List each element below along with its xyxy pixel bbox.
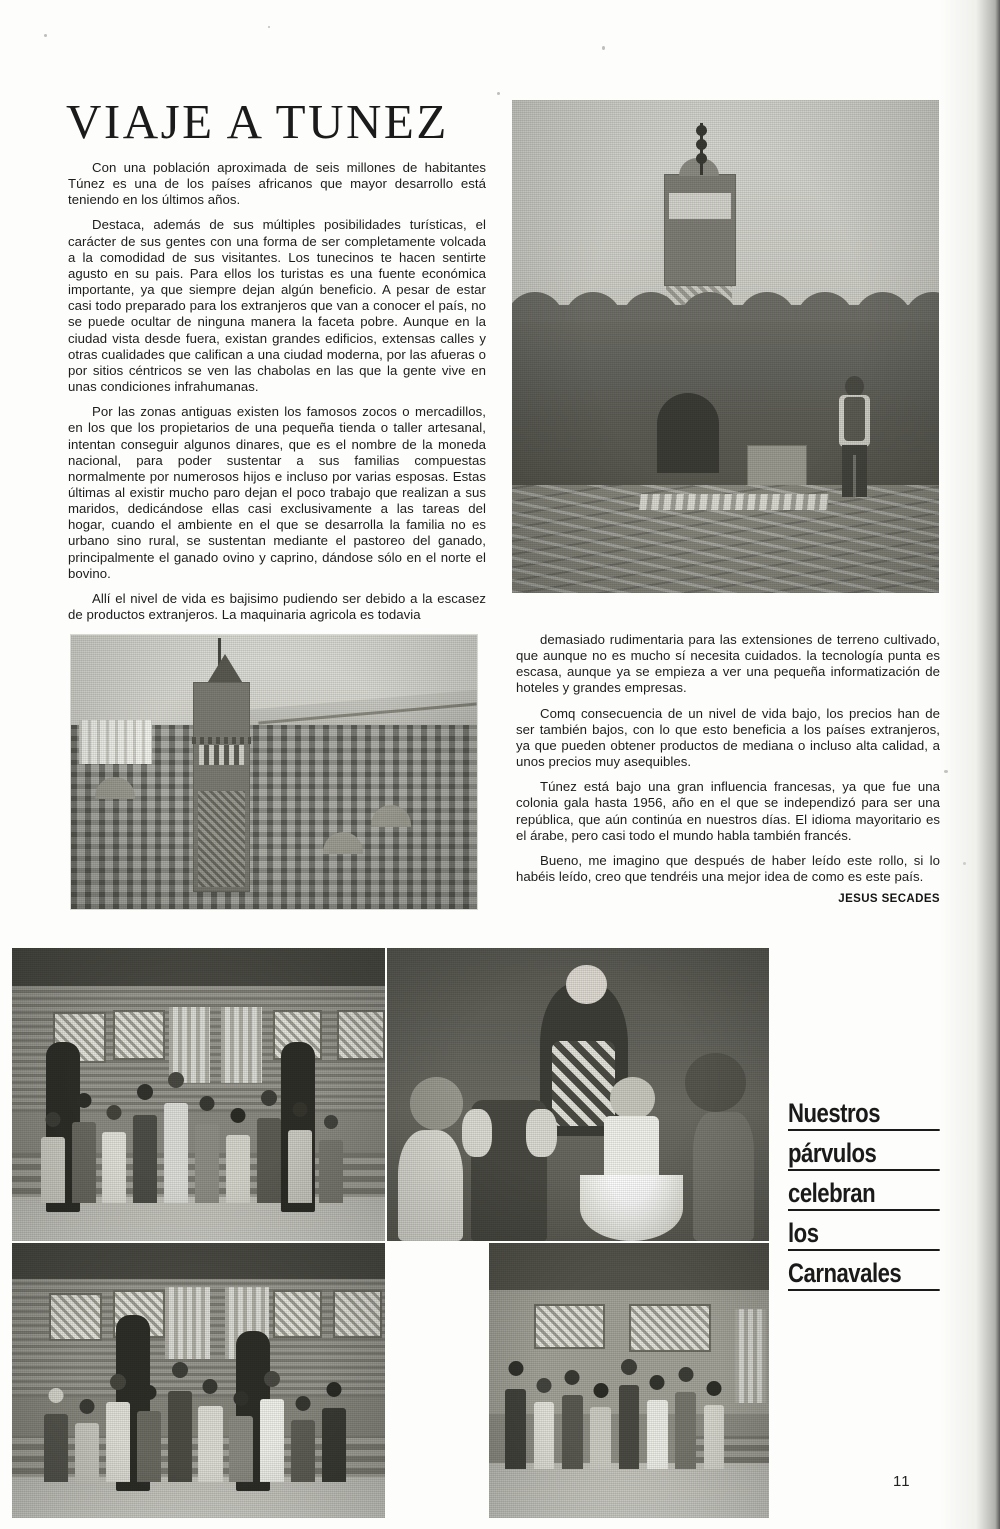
costumed-child <box>102 1105 126 1203</box>
costumed-child <box>319 1115 343 1203</box>
costumed-child <box>291 1396 315 1482</box>
costumed-child <box>288 1102 312 1203</box>
costumed-child <box>198 1379 222 1482</box>
scan-speck <box>497 92 500 95</box>
headline-line: Nuestros <box>788 1098 913 1131</box>
zitouna-minaret <box>193 682 250 892</box>
paragraph: Allí el nivel de vida es bajisimo pudiendo ser debido a la escasez de productos extranjeros. La maquinaria agricola es todavia <box>68 590 486 623</box>
costumed-child <box>562 1370 583 1469</box>
costumed-child <box>619 1359 640 1469</box>
ballerina-child <box>582 1077 681 1241</box>
scan-speck <box>944 770 948 773</box>
costumed-child <box>75 1399 99 1482</box>
paragraph: Con una población aproximada de seis millones de habitantes Túnez es una de los países africanos que mayor desarrollo está teniendo en los últimos años. <box>68 160 486 208</box>
photo-tunis-medina <box>70 634 478 910</box>
pavement <box>12 1477 385 1518</box>
headline-line: los <box>788 1218 913 1251</box>
costumed-child <box>164 1072 188 1203</box>
costumed-child <box>106 1374 130 1483</box>
minaret-arcade <box>199 745 244 765</box>
spire-finial <box>696 125 707 136</box>
boy-legs <box>842 445 867 497</box>
paragraph: Túnez está bajo una gran influencia francesas, ya que fue una colonia gala hasta 1956, año en el que se independizó para ser una república, que aún continúa en nuestros días. El idioma mayoritario es el árabe, pero casi todo el mundo habla también francés. <box>516 779 940 843</box>
standing-boy <box>837 376 871 506</box>
headline-line: Carnavales <box>788 1258 913 1291</box>
scan-edge-shadow <box>940 0 1000 1529</box>
costumed-child <box>195 1096 219 1203</box>
minaret-merlons <box>192 737 251 744</box>
scan-speck <box>44 34 47 37</box>
scan-speck <box>963 862 966 865</box>
costumed-children-group <box>500 1331 758 1469</box>
carnival-headline <box>788 1098 940 1298</box>
barred-window <box>333 1290 382 1338</box>
costumed-child <box>133 1084 157 1203</box>
roof-eaves <box>12 1243 385 1279</box>
paragraph: Destaca, además de sus múltiples posibilidades turísticas, el carácter de sus gentes con una forma de ser completamente volcada a la comodidad de sus visitantes. Los tunecinos te hacen sentirte agusto en su pais. Para ellos los turistas es una fuente económica importante, ya que siempre dejan algún beneficio. A pesar de estar casi todo preparado para los extranjeros que van a conocer el país, no se puede ocultar de ninguna manera la faceta pobre. Aunque en la ciudad vista desde fuera, existan grandes edificios, extensas calles y otras cualidades que califican a una ciudad moderna, por las afueras o por sitios céntricos se ven las chabolas en las que la gente vive en unas condiciones infrahumanas. <box>68 217 486 395</box>
roof-eaves <box>12 948 385 986</box>
page-number: 11 <box>893 1473 911 1490</box>
barred-window <box>49 1293 101 1341</box>
paragraph: Bueno, me imagino que después de haber leído este rollo, si lo habéis leído, creo que tendréis una mejor idea de como es este país. <box>516 852 940 885</box>
article-byline: JESUS SECADES <box>838 893 940 905</box>
article-body-right-column <box>516 632 940 885</box>
paragraph: Comq consecuencia de un nivel de vida bajo, los precios han de ser también bajos, con lo que esto beneficia a los países extranjeros, ya que pueden obtener productos de mediana o incluso alta calidad, a unos precios muy asequibles. <box>516 705 940 770</box>
costume-sleeve <box>462 1109 493 1157</box>
costumed-child <box>322 1382 346 1482</box>
costumed-child <box>137 1385 161 1482</box>
costumed-child <box>693 1112 754 1241</box>
costumed-child <box>72 1093 96 1203</box>
courtyard-ground <box>489 1463 769 1518</box>
costumed-child <box>44 1388 68 1482</box>
barred-window <box>273 1290 322 1338</box>
costumed-child-head <box>685 1053 746 1112</box>
photo-carnival-group-bottom-left <box>12 1243 385 1518</box>
child-bonnet <box>410 1077 463 1130</box>
fortress-wall <box>512 305 939 492</box>
photo-carnival-group-top-left <box>12 948 385 1241</box>
costumed-child <box>257 1090 281 1203</box>
article-body-left-column <box>68 160 486 623</box>
scan-speck <box>268 26 270 28</box>
boy-vest <box>844 397 865 441</box>
boy-head <box>845 376 864 397</box>
ballerina-leotard <box>604 1116 660 1182</box>
paragraph: Por las zonas antiguas existen los famosos zocos o mercadillos, en los que los propietarios de una pequeña tienda o taller artesanal, intentan conseguir algunos dinares, que es el nombre de la moneda nacional, para poder sustentar a sus familias compuestas normalmente por numerosos hijos e incluso por varias esposas. Estas últimas al existir mucho paro dejan el poco trabajo que realizan a sus maridos, dedicándose ellas casi exclusivamente a las tareas del hogar, cuando el ambiente en el que se desarrolla la familia no es urbano sino rural, se sustentan mediante el pastoreo del ganado, principalmente el ganado ovino y caprino, dándose sólo en el norte el bovino. <box>68 404 486 581</box>
wall-gateway-arch <box>657 393 719 473</box>
ballerina-head <box>610 1077 656 1120</box>
ground-rug <box>639 494 829 510</box>
minaret-stone-lattice <box>198 791 245 887</box>
minaret <box>664 174 736 286</box>
costumed-child <box>398 1130 463 1241</box>
costumed-child <box>590 1383 611 1468</box>
headline-line: párvulos <box>788 1138 913 1171</box>
costume-sleeve <box>526 1109 557 1157</box>
photo-fortress-wall <box>512 100 939 593</box>
costumed-child <box>229 1391 253 1483</box>
photo-carnival-closeup-top-right <box>387 948 769 1241</box>
costumed-child <box>41 1112 65 1203</box>
modern-apartment-block <box>79 720 152 764</box>
costumed-child <box>534 1378 555 1469</box>
ballerina-tutu <box>580 1175 683 1241</box>
scan-speck <box>602 46 605 50</box>
costumed-child <box>168 1362 192 1482</box>
jester-hat-pompom <box>566 965 606 1005</box>
photo-carnival-group-bottom-right <box>489 1243 769 1518</box>
costumed-children-group <box>27 1339 370 1482</box>
paragraph: demasiado rudimentaria para las extensiones de terreno cultivado, que aunque no es mucho sí necesita cuidados. la tecnología punta es escasa, aunque ya se empieza a ver una pequeña informatización de hoteles y grandes empresas. <box>516 632 940 696</box>
minaret-window-band <box>669 193 731 219</box>
costumed-child <box>505 1361 526 1468</box>
costumed-child <box>704 1381 725 1469</box>
costumed-child <box>260 1371 284 1483</box>
costumed-child <box>471 1100 547 1241</box>
spire-finial <box>696 153 707 164</box>
costumed-child <box>226 1108 250 1202</box>
minaret-spire <box>700 123 703 175</box>
headline-line: celebran <box>788 1178 913 1211</box>
costumed-child <box>675 1367 696 1469</box>
article-title: VIAJE A TUNEZ <box>66 94 449 149</box>
roof-eaves <box>489 1243 769 1290</box>
costumed-children-group <box>27 1051 370 1203</box>
spire-finial <box>696 139 707 150</box>
costumed-child <box>647 1375 668 1469</box>
carnival-photo-grid <box>12 948 769 1518</box>
